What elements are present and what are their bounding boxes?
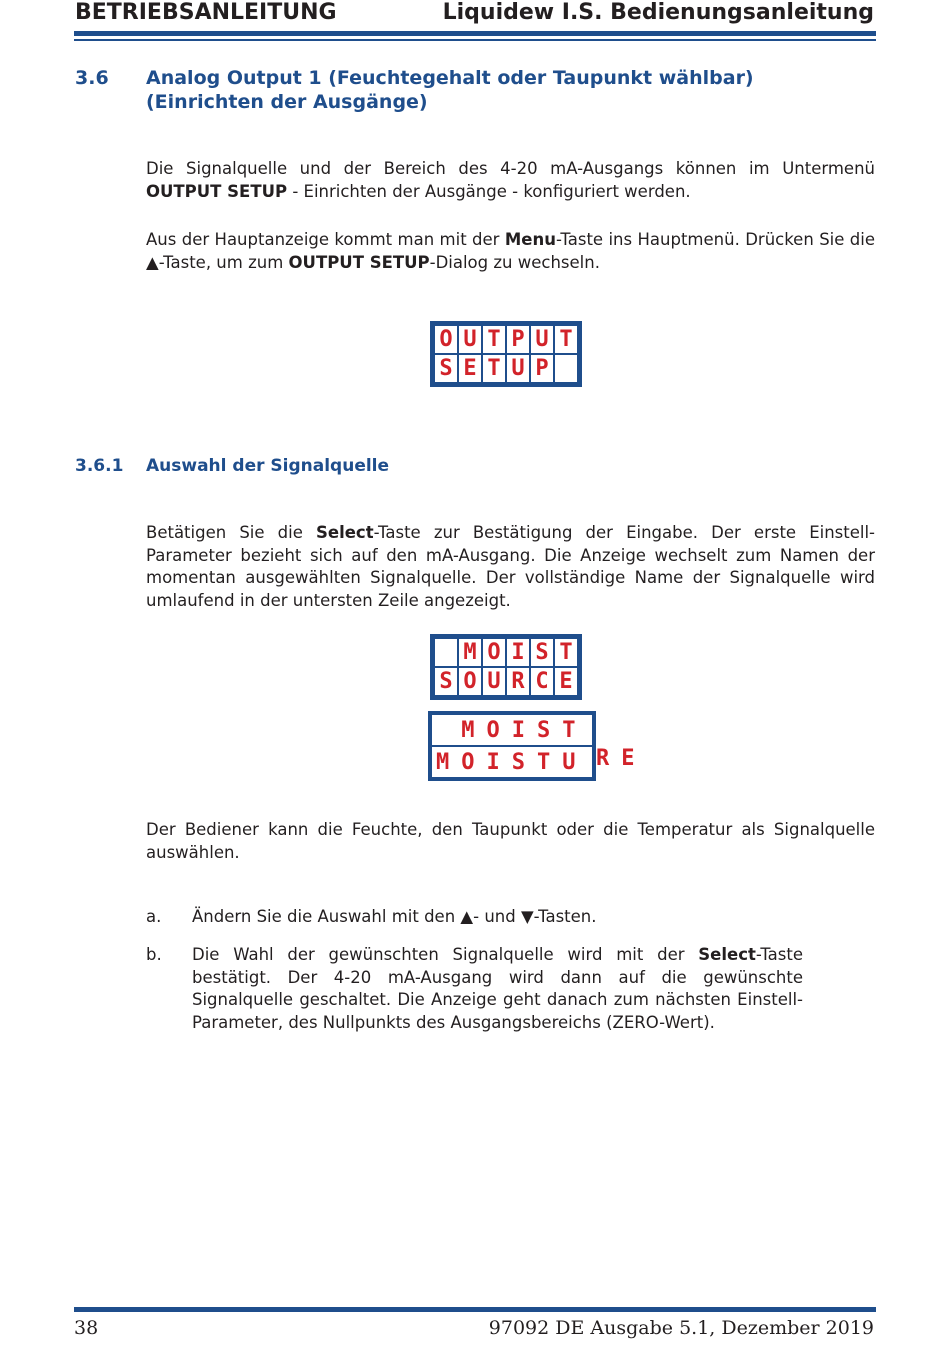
- running-header-left: BETRIEBSANLEITUNG: [75, 0, 337, 25]
- lcd-char-cell: P: [506, 325, 530, 354]
- up-arrow-icon: ▲: [146, 252, 159, 272]
- lcd-row-1: [434, 325, 578, 354]
- lcd-moist-source: [430, 634, 582, 700]
- lcd-scroll-row-2: MOISTU: [436, 749, 588, 775]
- subsection-number: 3.6.1: [75, 456, 124, 476]
- select-paragraph: Betätigen Sie die Select-Taste zur Bestätigung der Eingabe. Der erste Einstell-Parameter bezieht sich auf den mA-Ausgang. Die Anzeige wechselt zum Namen der momentan ausgewählten Signalquelle. Der vollständige Name der Signalquelle wird umlaufend in der untersten Zeile angezeigt.: [146, 523, 875, 610]
- subsection-title: Auswahl der Signalquelle: [146, 456, 390, 476]
- lcd-char-cell: E: [458, 354, 482, 383]
- bold-select-key-2: Select: [698, 945, 756, 964]
- bold-menu-key: Menu: [504, 230, 556, 249]
- lcd-char-cell: C: [530, 667, 554, 696]
- lcd-char-cell: [554, 354, 578, 383]
- lcd-char-cell: [434, 638, 458, 667]
- lcd-char-cell: R: [506, 667, 530, 696]
- running-header-right: Liquidew I.S. Bedienungsanleitung: [442, 0, 874, 25]
- lcd-char-cell: S: [434, 667, 458, 696]
- lcd-char-cell: U: [482, 667, 506, 696]
- lcd-char-cell: T: [482, 354, 506, 383]
- up-arrow-icon: ▲: [460, 907, 474, 926]
- header-rule-thick: [74, 31, 876, 36]
- down-arrow-icon: ▼: [520, 907, 534, 926]
- lcd-moisture-scroll: [428, 711, 596, 781]
- lcd-char-cell: E: [554, 667, 578, 696]
- lcd-char-cell: O: [482, 638, 506, 667]
- lcd-row-2: [434, 354, 578, 383]
- lcd-char-cell: T: [554, 638, 578, 667]
- lcd-scroll-row-1: MOIST: [436, 717, 588, 743]
- lcd-output-setup: [430, 321, 582, 387]
- list-item-a-marker: a.: [146, 907, 162, 926]
- intro-paragraph-1: Die Signalquelle und der Bereich des 4-20 mA-Ausgangs können im Untermenü OUTPUT SETUP - Einrichten der Ausgänge - konfiguriert werden.: [146, 159, 875, 201]
- lcd-char-cell: O: [434, 325, 458, 354]
- bold-output-setup: OUTPUT SETUP: [146, 181, 288, 201]
- lcd-char-cell: P: [530, 354, 554, 383]
- lcd-char-cell: U: [530, 325, 554, 354]
- lcd-scroll-overflow: RE: [596, 746, 647, 771]
- bold-select-key: Select: [316, 523, 374, 542]
- section-title-line2: (Einrichten der Ausgänge): [146, 91, 428, 113]
- list-item-b-marker: b.: [146, 945, 162, 964]
- list-item-a-text: Ändern Sie die Auswahl mit den ▲- und ▼-Tasten.: [192, 907, 597, 926]
- lcd-char-cell: O: [458, 667, 482, 696]
- section-number: 3.6: [75, 67, 109, 89]
- lcd-char-cell: I: [506, 638, 530, 667]
- lcd-row-1: [434, 638, 578, 667]
- lcd-char-cell: S: [434, 354, 458, 383]
- document-reference: 97092 DE Ausgabe 5.1, Dezember 2019: [488, 1317, 874, 1339]
- lcd-char-cell: T: [554, 325, 578, 354]
- footer-rule: [74, 1307, 876, 1312]
- lcd-char-cell: M: [458, 638, 482, 667]
- lcd-row-2: [434, 667, 578, 696]
- bold-output-setup-2: OUTPUT SETUP: [288, 252, 430, 272]
- lcd-char-cell: U: [506, 354, 530, 383]
- header-rule-thin: [74, 39, 876, 41]
- operator-paragraph: Der Bediener kann die Feuchte, den Taupunkt oder die Temperatur als Signalquelle auswählen.: [146, 820, 875, 862]
- lcd-char-cell: U: [458, 325, 482, 354]
- list-item-b-text: Die Wahl der gewünschten Signalquelle wird mit der Select-Taste bestätigt. Der 4-20 mA-Ausgang wird dann auf die gewünschte Signalquelle geschaltet. Die Anzeige geht danach zum nächsten Einstell-Parameter, des Nullpunkts des Ausgangsbereichs (ZERO-Wert).: [192, 945, 803, 1032]
- section-title-line1: Analog Output 1 (Feuchtegehalt oder Taupunkt wählbar): [146, 67, 754, 89]
- lcd-char-cell: S: [530, 638, 554, 667]
- lcd-char-cell: T: [482, 325, 506, 354]
- intro-paragraph-2: Aus der Hauptanzeige kommt man mit der Menu-Taste ins Hauptmenü. Drücken Sie die ▲-Taste, um zum OUTPUT SETUP-Dialog zu wechseln.: [146, 230, 875, 272]
- page-number: 38: [74, 1317, 99, 1339]
